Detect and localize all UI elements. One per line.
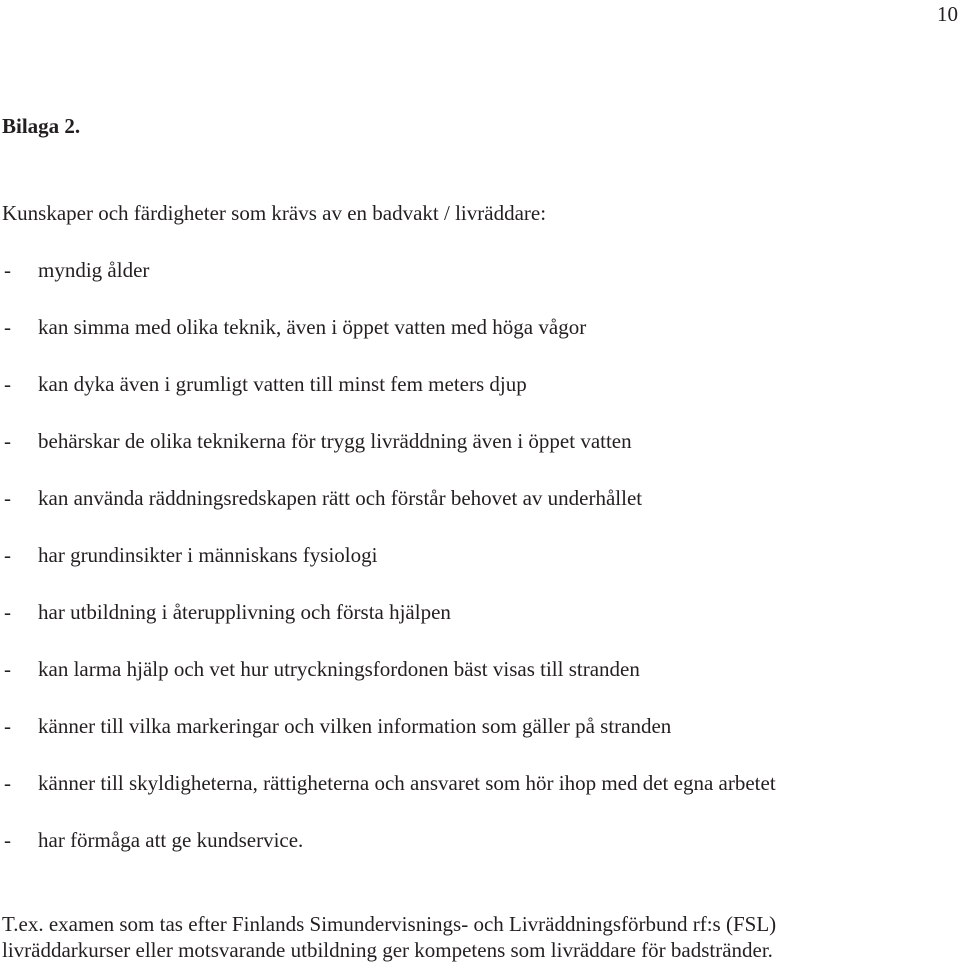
list-item-text: har utbildning i återupplivning och första hjälpen [38, 600, 451, 624]
intro-text: Kunskaper och färdigheter som krävs av en badvakt / livräddare: [2, 201, 547, 225]
list-item-text: kan simma med olika teknik, även i öppet vatten med höga vågor [38, 315, 587, 339]
list-bullet: - [4, 372, 11, 396]
list-bullet: - [4, 828, 11, 852]
list-bullet: - [4, 657, 11, 681]
footnote-line-1: T.ex. examen som tas efter Finlands Simundervisnings- och Livräddningsförbund rf:s (FSL) [2, 912, 777, 936]
list-bullet: - [4, 429, 11, 453]
list-bullet: - [4, 258, 11, 282]
list-bullet: - [4, 315, 11, 339]
list-item-text: har grundinsikter i människans fysiologi [38, 543, 378, 567]
list-bullet: - [4, 486, 11, 510]
list-bullet: - [4, 543, 11, 567]
list-bullet: - [4, 714, 11, 738]
list-item-text: känner till skyldigheterna, rättigheterna och ansvaret som hör ihop med det egna arbetet [38, 771, 776, 795]
list-item-text: behärskar de olika teknikerna för trygg livräddning även i öppet vatten [38, 429, 632, 453]
list-item-text: kan larma hjälp och vet hur utryckningsfordonen bäst visas till stranden [38, 657, 640, 681]
list-item-text: kan dyka även i grumligt vatten till minst fem meters djup [38, 372, 527, 396]
footnote [2, 911, 776, 963]
list-item-text: myndig ålder [38, 258, 150, 282]
appendix-heading: Bilaga 2. [2, 114, 81, 138]
list-bullet: - [4, 771, 11, 795]
list-item-text: kan använda räddningsredskapen rätt och förstår behovet av underhållet [38, 486, 643, 510]
list-item-text: har förmåga att ge kundservice. [38, 828, 304, 852]
list-bullet: - [4, 600, 11, 624]
footnote-line-2: livräddarkurser eller motsvarande utbildning ger kompetens som livräddare för badstränder. [2, 938, 773, 962]
page-number: 10 [937, 2, 958, 26]
list-item-text: känner till vilka markeringar och vilken information som gäller på stranden [38, 714, 672, 738]
